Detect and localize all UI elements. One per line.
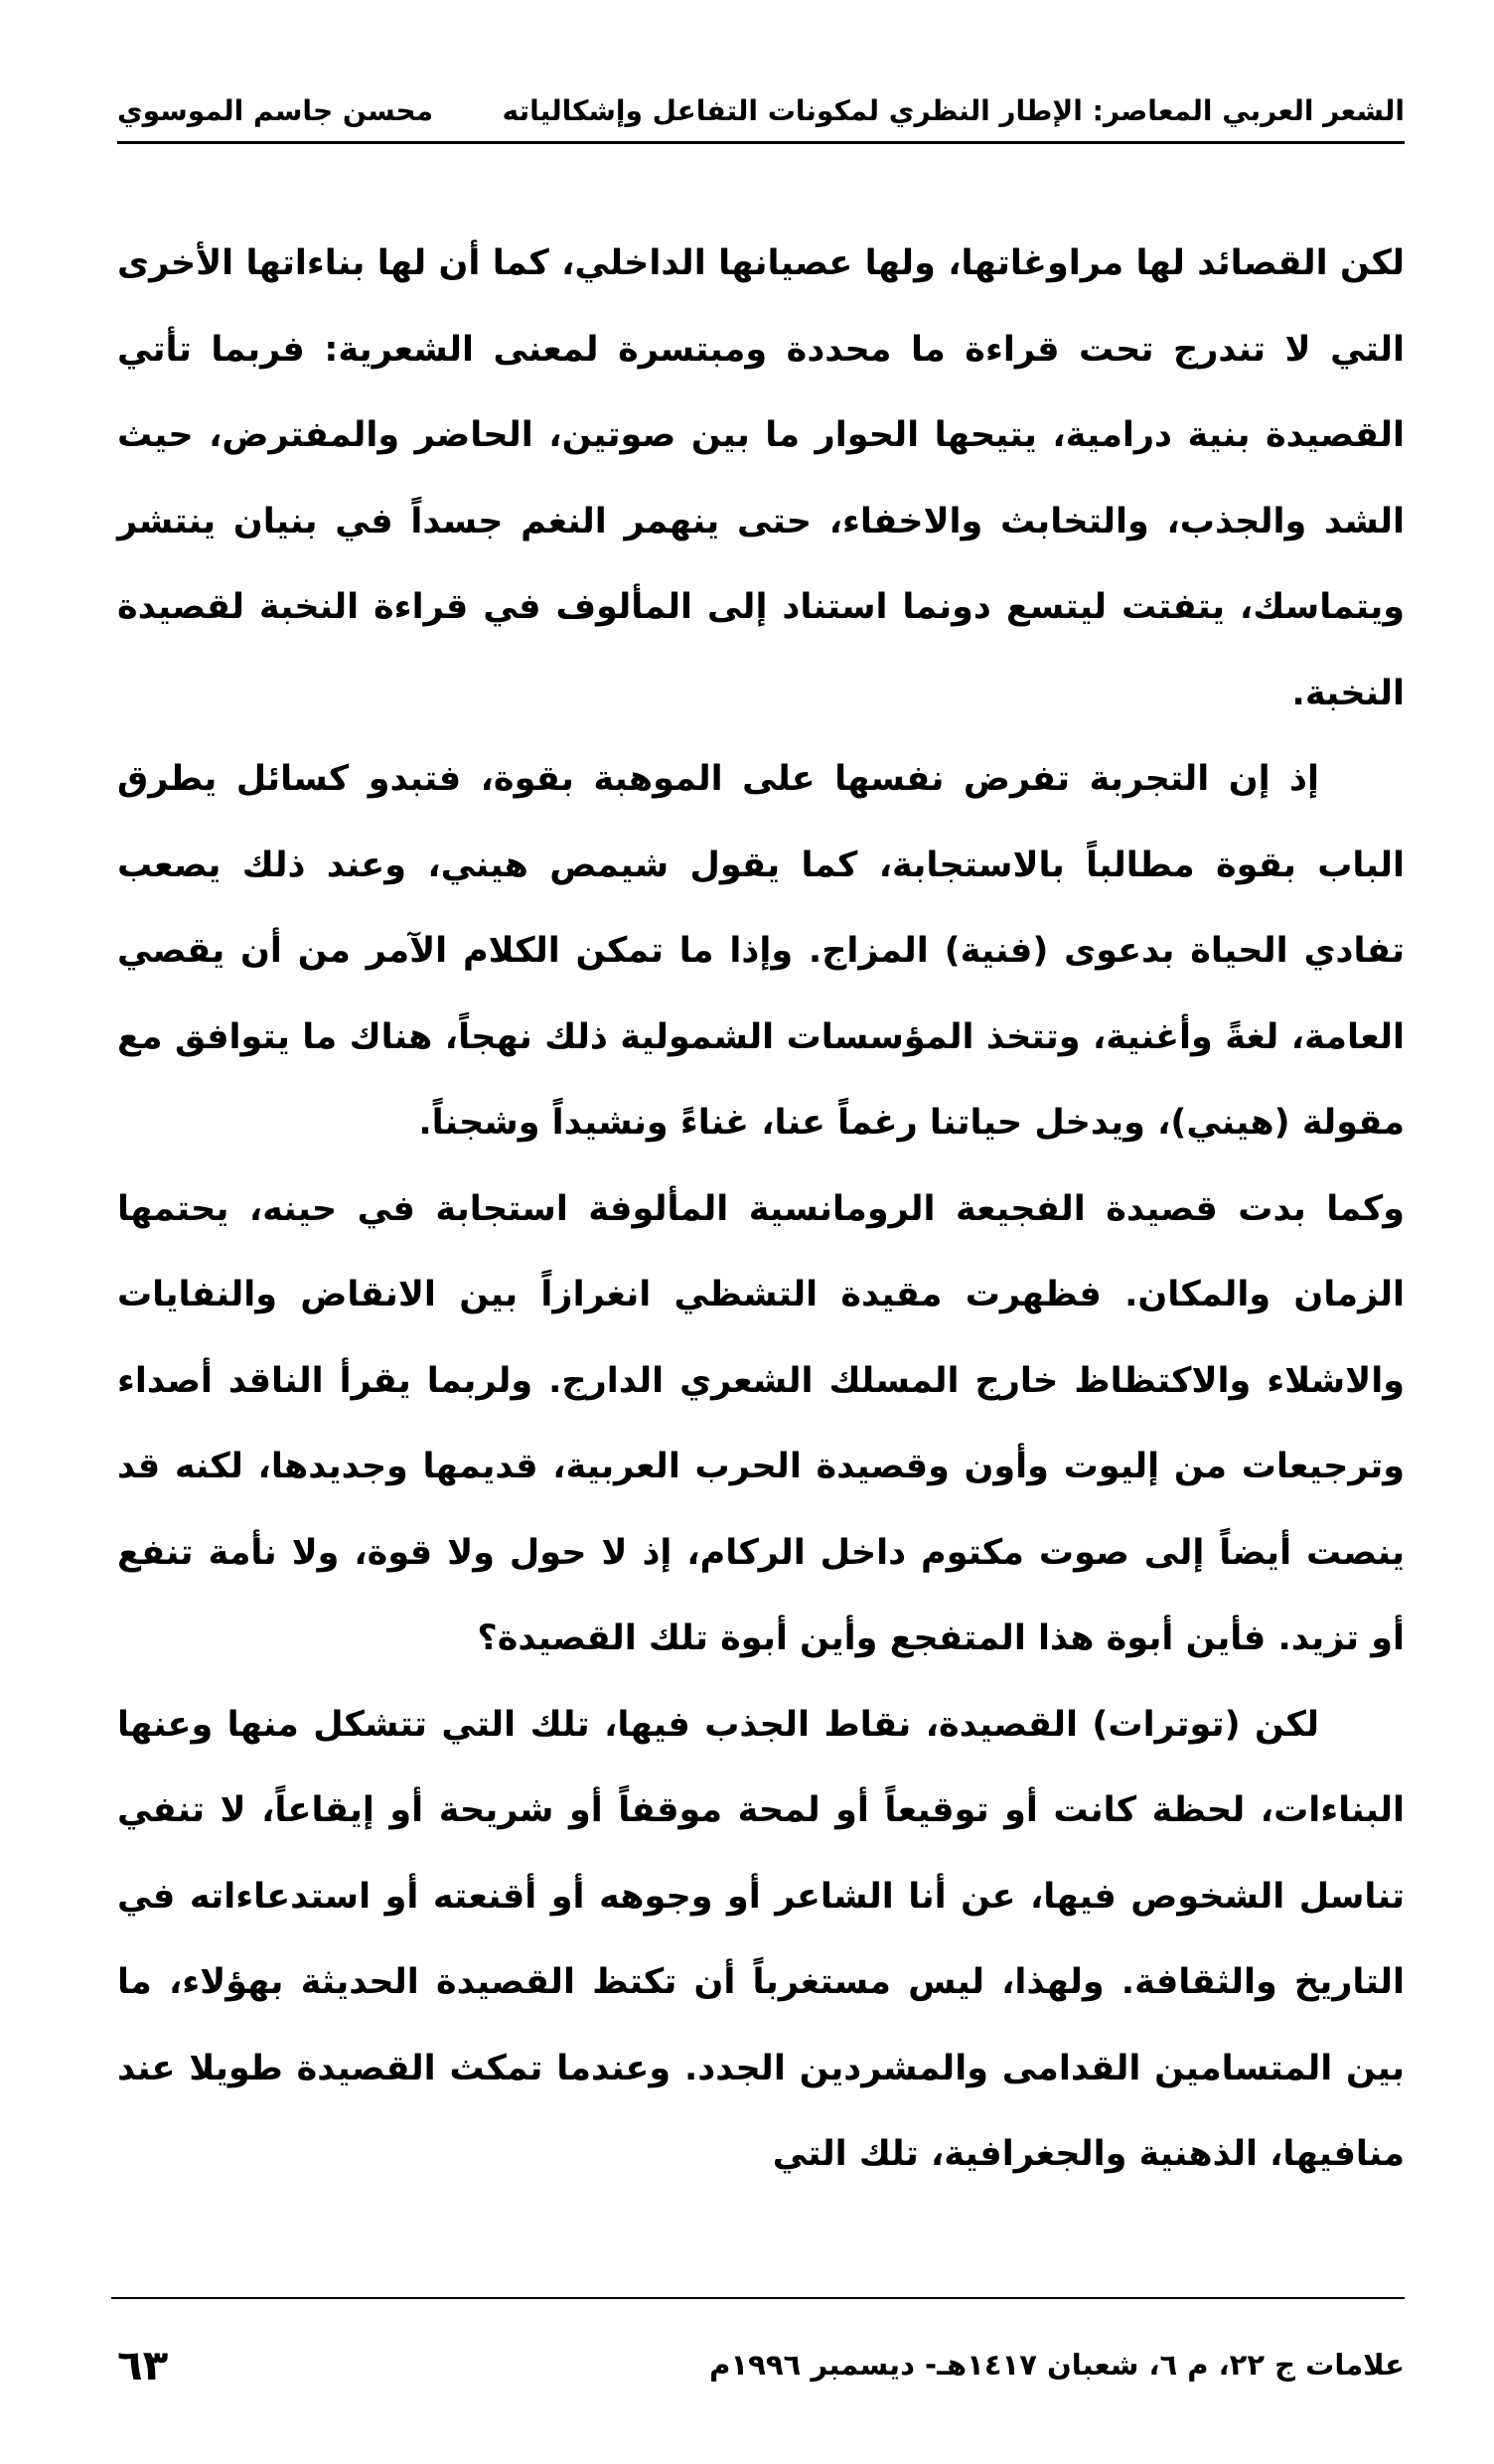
header-title: الشعر العربي المعاصر: الإطار النظري لمكونات التفاعل وإشكالياته <box>502 94 1405 127</box>
paragraph-4: لكن (توترات) القصيدة، نقاط الجذب فيها، تلك التي تتشكل منها وعنها البناءات، لحظة كانت أو توقيعاً أو لمحة موقفاً أو شريحة أو إيقاعاً، لا تنفي تناسل الشخوص فيها، عن أنا الشاعر أو وجوهه أو أقنعته أو استدعاءاته في التاريخ والثقافة. ولهذا، ليس مستغرباً أن تكتظ القصيدة الحديثة بهؤلاء، ما بين المتسامين القدامى والمشردين الجدد. وعندما تمكث القصيدة طويلا عند منافيها، الذهنية والجغرافية، تلك التي <box>117 1704 1405 2174</box>
footer-rule <box>111 2297 1405 2299</box>
header-rule <box>117 141 1405 144</box>
journal-citation: علامات ج ٢٢، م ٦، شعبان ١٤١٧هـ- ديسمبر ١٩٩٦م <box>709 2348 1405 2382</box>
page-footer <box>117 2335 1405 2394</box>
paragraph-2: إذ إن التجربة تفرض نفسها على الموهبة بقوة، فتبدو كسائل يطرق الباب بقوة مطالباً بالاستجابة، كما يقول شيمص هيني، وعند ذلك يصعب تفادي الحياة بدعوى (فنية) المزاج. وإذا ما تمكن الكلام الآمر من أن يقصي العامة، لغةً وأغنية، وتتخذ المؤسسات الشمولية ذلك نهجاً، هناك ما يتوافق مع مقولة (هيني)، ويدخل حياتنا رغماً عنا، غناءً ونشيداً وشجناً. <box>117 759 1405 1143</box>
article-body <box>117 221 1405 2198</box>
header-author: محسن جاسم الموسوي <box>117 94 434 127</box>
paragraph-1: لكن القصائد لها مراوغاتها، ولها عصيانها الداخلي، كما أن لها بناءاتها الأخرى التي لا تندرج تحت قراءة ما محددة ومبتسرة لمعنى الشعرية: فربما تأتي القصيدة بنية درامية، يتيحها الحوار ما بين صوتين، الحاضر والمفترض، حيث الشد والجذب، والتخابث والاخفاء، حتى ينهمر النغم جسداً في بنيان ينتشر ويتماسك، يتفتت ليتسع دونما استناد إلى المألوف في قراءة النخبة لقصيدة النخبة. <box>117 243 1405 713</box>
page-number: ٦٣ <box>117 2340 169 2389</box>
paragraph-3: وكما بدت قصيدة الفجيعة الرومانسية المألوفة استجابة في حينه، يحتمها الزمان والمكان. فظهرت مقيدة التشظي انغرازاً بين الانقاض والنفايات والاشلاء والاكتظاظ خارج المسلك الشعري الدارج. ولربما يقرأ الناقد أصداء وترجيعات من إليوت وأون وقصيدة الحرب العربية، قديمها وجديدها، لكنه قد ينصت أيضاً إلى صوت مكتوم داخل الركام، إذ لا حول ولا قوة، ولا نأمة تنفع أو تزيد. فأين أبوة هذا المتفجع وأين أبوة تلك القصيدة؟ <box>117 1188 1405 1658</box>
running-header <box>117 87 1405 133</box>
